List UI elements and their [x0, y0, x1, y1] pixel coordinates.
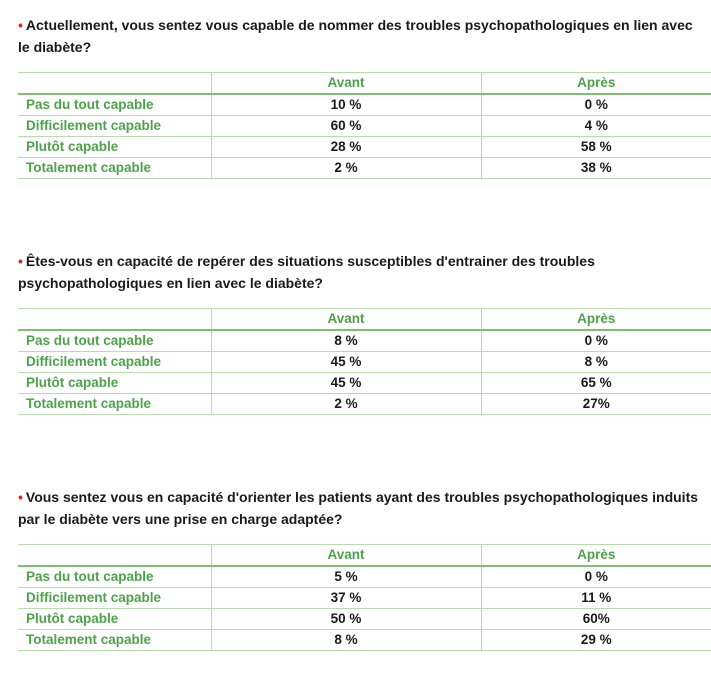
table-row [18, 137, 711, 158]
table-row [18, 94, 711, 116]
table-row [18, 330, 711, 352]
header-avant: Avant [211, 309, 481, 331]
row-label: Difficilement capable [18, 588, 211, 609]
row-label: Pas du tout capable [18, 330, 211, 352]
value-avant: 28 % [211, 137, 481, 158]
row-label: Pas du tout capable [18, 94, 211, 116]
value-avant: 37 % [211, 588, 481, 609]
value-avant: 50 % [211, 609, 481, 630]
table-row [18, 588, 711, 609]
value-apres: 58 % [481, 137, 711, 158]
header-apres: Après [481, 309, 711, 331]
value-avant: 8 % [211, 330, 481, 352]
row-label: Totalement capable [18, 630, 211, 651]
table-row [18, 630, 711, 651]
value-avant: 10 % [211, 94, 481, 116]
table-header-row [18, 73, 711, 95]
row-label: Plutôt capable [18, 373, 211, 394]
table-row [18, 609, 711, 630]
header-avant: Avant [211, 545, 481, 567]
results-table-2 [18, 308, 711, 415]
value-apres: 38 % [481, 158, 711, 179]
header-blank [18, 545, 211, 567]
question-3 [18, 486, 703, 530]
question-2-text: Êtes-vous en capacité de repérer des situations susceptibles d'entrainer des troubles psychopathologiques en lien avec le diabète? [18, 253, 595, 291]
value-apres: 0 % [481, 330, 711, 352]
header-blank [18, 309, 211, 331]
row-label: Pas du tout capable [18, 566, 211, 588]
question-3-text: Vous sentez vous en capacité d'orienter les patients ayant des troubles psychopathologiques induits par le diabète vers une prise en charge adaptée? [18, 489, 699, 527]
table-row [18, 373, 711, 394]
table-row [18, 352, 711, 373]
row-label: Totalement capable [18, 394, 211, 415]
table-row [18, 158, 711, 179]
bullet-icon: • [18, 253, 23, 269]
value-apres: 60% [481, 609, 711, 630]
bullet-icon: • [18, 17, 23, 33]
row-label: Difficilement capable [18, 116, 211, 137]
row-label: Totalement capable [18, 158, 211, 179]
value-apres: 29 % [481, 630, 711, 651]
value-avant: 8 % [211, 630, 481, 651]
value-apres: 11 % [481, 588, 711, 609]
table-row [18, 116, 711, 137]
question-1 [18, 14, 703, 58]
table-row [18, 566, 711, 588]
results-table-3 [18, 544, 711, 651]
table-row [18, 394, 711, 415]
bullet-icon: • [18, 489, 23, 505]
header-apres: Après [481, 545, 711, 567]
question-section-3 [18, 486, 711, 647]
header-blank [18, 73, 211, 95]
question-section-1 [18, 14, 711, 175]
value-apres: 27% [481, 394, 711, 415]
value-apres: 0 % [481, 566, 711, 588]
value-apres: 65 % [481, 373, 711, 394]
value-avant: 45 % [211, 373, 481, 394]
question-1-text: Actuellement, vous sentez vous capable de nommer des troubles psychopathologiques en lien avec le diabète? [18, 17, 693, 55]
value-avant: 5 % [211, 566, 481, 588]
row-label: Plutôt capable [18, 137, 211, 158]
value-avant: 2 % [211, 394, 481, 415]
table-header-row [18, 545, 711, 567]
header-apres: Après [481, 73, 711, 95]
value-avant: 2 % [211, 158, 481, 179]
value-apres: 4 % [481, 116, 711, 137]
value-avant: 45 % [211, 352, 481, 373]
row-label: Plutôt capable [18, 609, 211, 630]
value-apres: 8 % [481, 352, 711, 373]
value-avant: 60 % [211, 116, 481, 137]
row-label: Difficilement capable [18, 352, 211, 373]
results-table-1 [18, 72, 711, 179]
value-apres: 0 % [481, 94, 711, 116]
header-avant: Avant [211, 73, 481, 95]
question-2 [18, 250, 703, 294]
table-header-row [18, 309, 711, 331]
question-section-2 [18, 250, 711, 411]
